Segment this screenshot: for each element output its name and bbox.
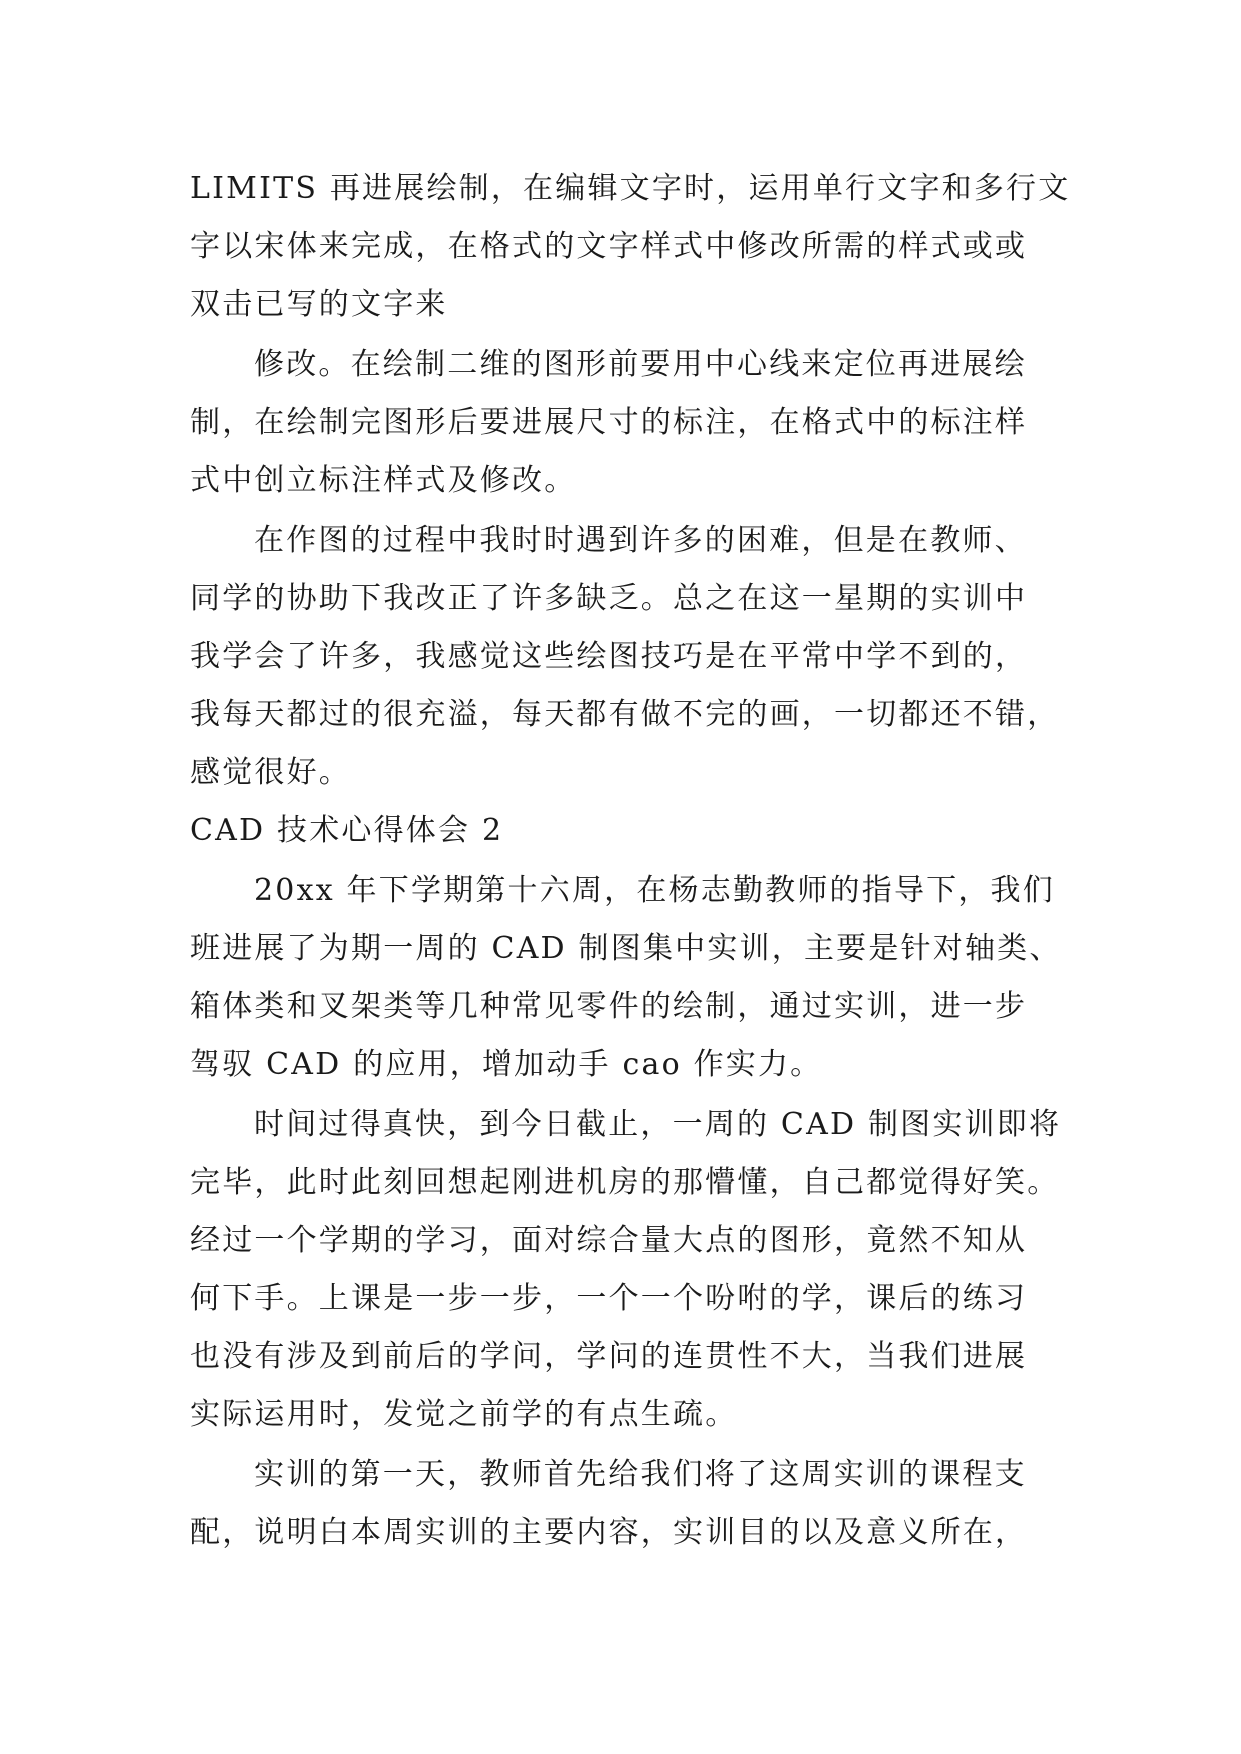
text-line: 实际运用时，发觉之前学的有点生疏。 xyxy=(190,1397,738,1432)
text-line: 何下手。上课是一步一步，一个一个吩咐的学，课后的练习 xyxy=(190,1281,1028,1316)
text-line: 双击已写的文字来 xyxy=(190,287,448,322)
text-line: 完毕，此时此刻回想起刚进机房的那懵懂，自己都觉得好笑。 xyxy=(190,1165,1060,1200)
text-line: 我每天都过的很充溢，每天都有做不完的画，一切都还不错， xyxy=(190,697,1060,732)
paragraph-start-line: 在作图的过程中我时时遇到许多的困难，但是在教师、 xyxy=(254,523,1027,558)
text-line: 驾驭 CAD 的应用，增加动手 cao 作实力。 xyxy=(190,1047,823,1082)
paragraph-start-line: 实训的第一天，教师首先给我们将了这周实训的课程支 xyxy=(254,1457,1027,1492)
paragraph-start-line: 修改。在绘制二维的图形前要用中心线来定位再进展绘 xyxy=(254,347,1027,382)
text-line: LIMITS 再进展绘制，在编辑文字时，运用单行文字和多行文 xyxy=(190,171,1071,206)
text-line: 我学会了许多，我感觉这些绘图技巧是在平常中学不到的， xyxy=(190,639,1028,674)
text-line: 班进展了为期一周的 CAD 制图集中实训，主要是针对轴类、 xyxy=(190,931,1062,966)
text-line: 配，说明白本周实训的主要内容，实训目的以及意义所在， xyxy=(190,1515,1028,1550)
text-line: 同学的协助下我改正了许多缺乏。总之在这一星期的实训中 xyxy=(190,581,1028,616)
text-line: 也没有涉及到前后的学问，学问的连贯性不大，当我们进展 xyxy=(190,1339,1028,1374)
paragraph-start-line: 20xx 年下学期第十六周，在杨志勤教师的指导下，我们 xyxy=(254,873,1055,908)
text-line: 感觉很好。 xyxy=(190,755,351,790)
text-line: 制，在绘制完图形后要进展尺寸的标注，在格式中的标注样 xyxy=(190,405,1028,440)
paragraph-start-line: 时间过得真快，到今日截止，一周的 CAD 制图实训即将 xyxy=(254,1107,1062,1142)
text-line: 字以宋体来完成，在格式的文字样式中修改所需的样式或或 xyxy=(190,229,1028,264)
text-line: 经过一个学期的学习，面对综合量大点的图形，竟然不知从 xyxy=(190,1223,1028,1258)
text-line: 式中创立标注样式及修改。 xyxy=(190,463,577,498)
text-line: 箱体类和叉架类等几种常见零件的绘制，通过实训，进一步 xyxy=(190,989,1028,1024)
section-heading: CAD 技术心得体会 2 xyxy=(190,813,504,848)
